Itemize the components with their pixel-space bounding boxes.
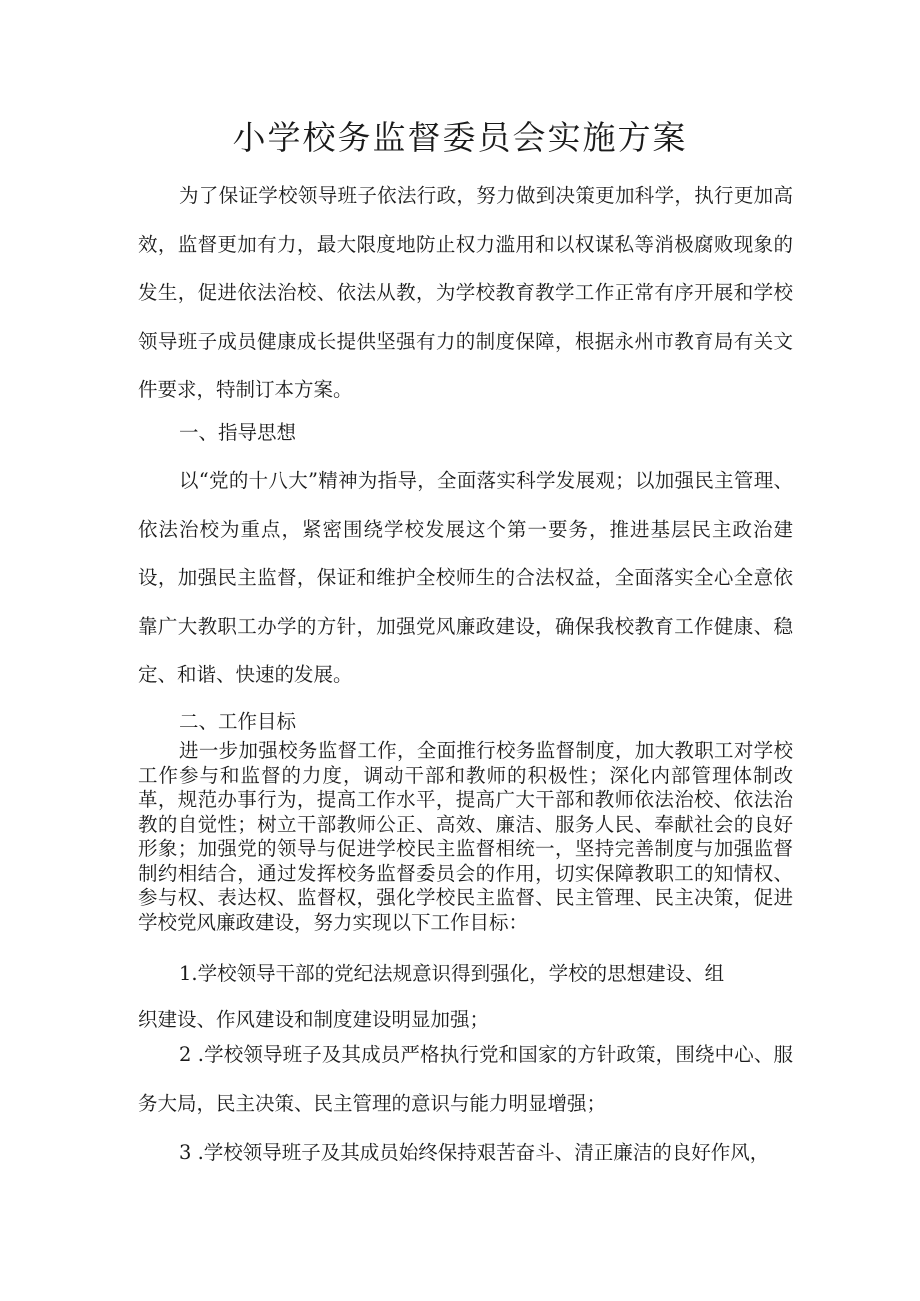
section-heading-guiding-thought: 一、指导思想: [179, 421, 297, 444]
goal-item-2: 2 .学校领导班子及其成员严格执行党和国家的方针政策，围绕中心、服务大局，民主决策、民主管理的意识与能力明显增强；: [138, 1043, 793, 1115]
section-body-guiding-thought: 以“党的十八大”精神为指导，全面落实科学发展观；以加强民主管理、依法治校为重点，紧密围绕学校发展这个第一要务，推进基层民主政治建设，加强民主监督，保证和维护全校师生的合法权益，全面落实全心全意依靠广大教职工办学的方针，加强党风廉政建设，确保我校教育工作健康、稳定、和谐、快速的发展。: [138, 469, 793, 686]
section-body-work-goals: 进一步加强校务监督工作，全面推行校务监督制度，加大教职工对学校工作参与和监督的力度，调动干部和教师的积极性；深化内部管理体制改革，规范办事行为，提高工作水平，提高广大干部和教师依法治校、依法治教的自觉性；树立干部教师公正、高效、廉洁、服务人民、奉献社会的良好形象；加强党的领导与促进学校民主监督相统一，坚持完善制度与加强监督制约相结合，通过发挥校务监督委员会的作用，切实保障教职工的知情权、参与权、表达权、监督权，强化学校民主监督、民主管理、民主决策，促进学校党风廉政建设，努力实现以下工作目标：: [138, 739, 793, 934]
goal-item-1-line-2: 织建设、作风建设和制度建设明显加强；: [138, 1008, 490, 1031]
goal-item-1-line-1: 1.学校领导干部的党纪法规意识得到强化，学校的思想建设、组: [179, 962, 725, 985]
document-title: 小学校务监督委员会实施方案: [232, 118, 688, 157]
goal-item-3: 3 .学校领导班子及其成员始终保持艰苦奋斗、清正廉洁的良好作风，: [179, 1141, 770, 1164]
intro-paragraph: 为了保证学校领导班子依法行政，努力做到决策更加科学，执行更加高效，监督更加有力，最大限度地防止权力滥用和以权谋私等消极腐败现象的发生，促进依法治校、依法从教，为学校教育教学工作正常有序开展和学校领导班子成员健康成长提供坚强有力的制度保障，根据永州市教育局有关文件要求，特制订本方案。: [138, 184, 793, 401]
section-heading-work-goals: 二、工作目标: [179, 710, 297, 733]
